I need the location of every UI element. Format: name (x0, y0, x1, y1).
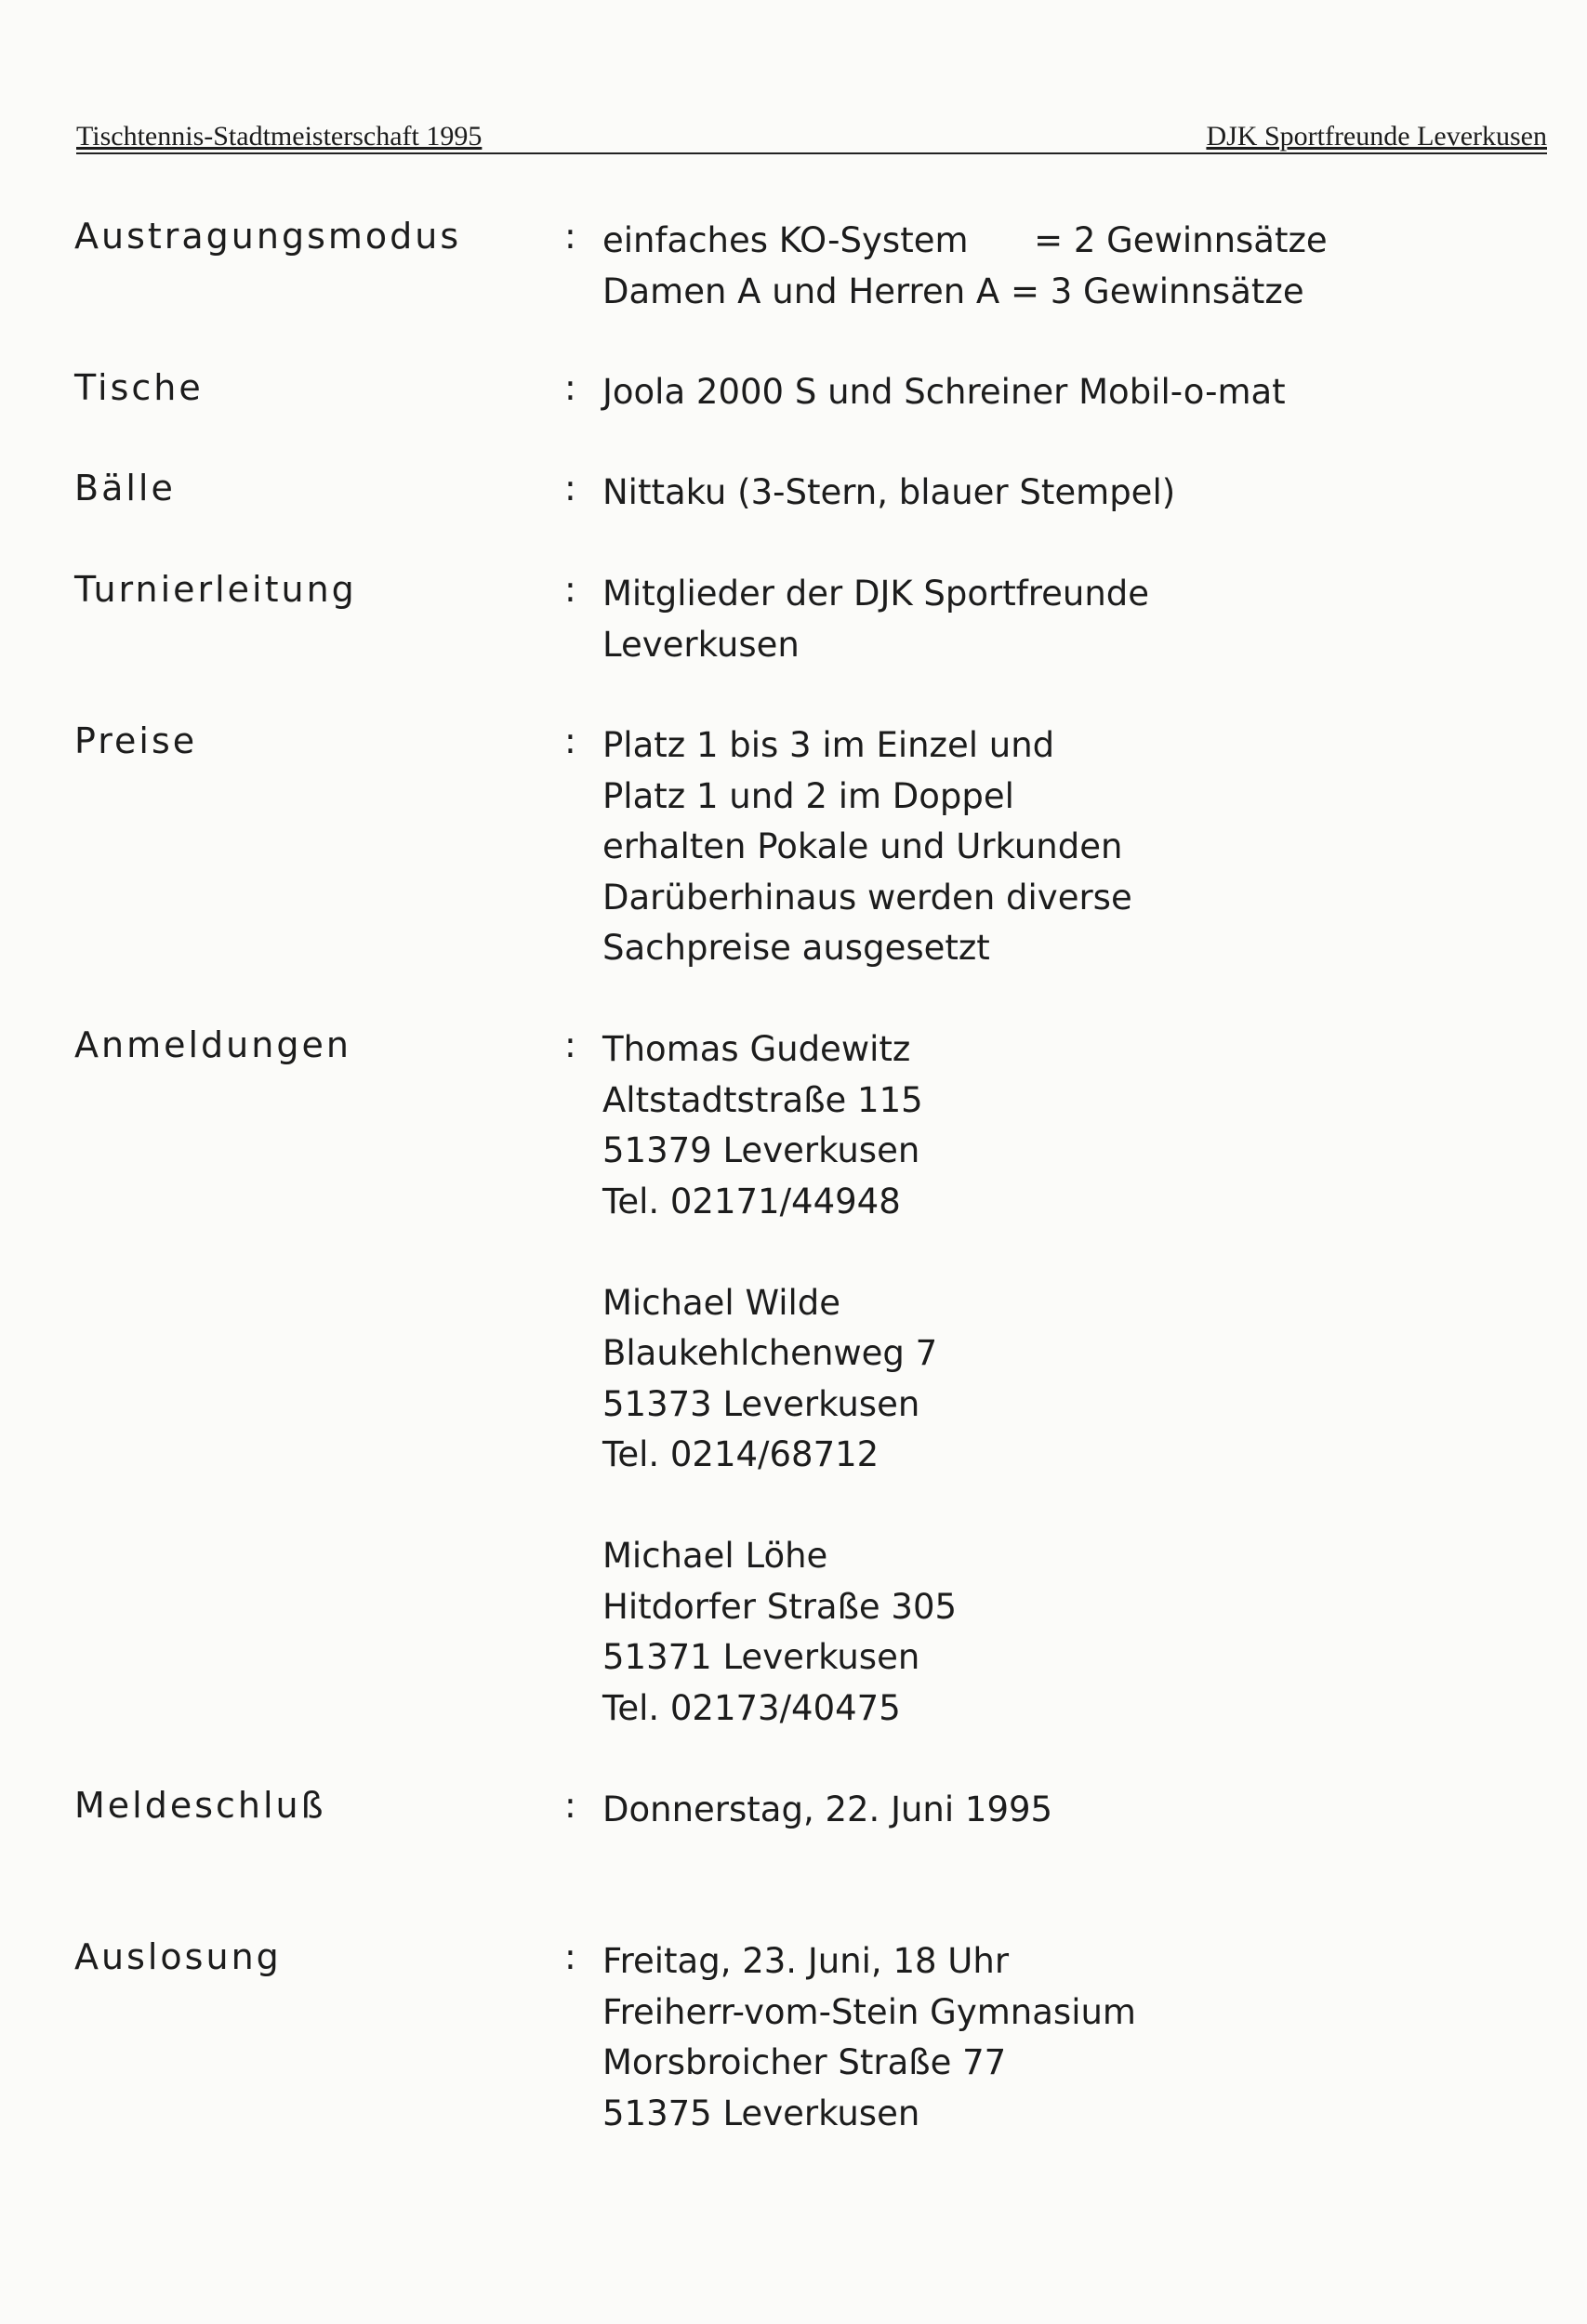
contact-phone: Tel. 02173/40475 (602, 1687, 901, 1728)
value-line: Leverkusen (602, 624, 800, 665)
value-line: Nittaku (3-Stern, blauer Stempel) (602, 472, 1176, 512)
header-club: DJK Sportfreunde Leverkusen (1206, 121, 1547, 152)
colon: : (564, 1936, 576, 1977)
contact-city: 51379 Leverkusen (602, 1130, 920, 1170)
value-line: einfaches KO-System = 2 Gewinnsätze (602, 220, 1328, 260)
label-tische: Tische (74, 367, 204, 408)
value-auslosung (602, 1936, 1136, 2139)
colon: : (564, 1785, 576, 1826)
page-header (76, 112, 1547, 154)
value-line: Platz 1 bis 3 im Einzel und (602, 725, 1055, 765)
value-meldeschluss (602, 1785, 1052, 1836)
value-line: Darüberhinaus werden diverse (602, 877, 1132, 918)
label-meldeschluss: Meldeschluß (74, 1785, 326, 1826)
label-preise: Preise (74, 720, 198, 761)
contact-name: Michael Löhe (602, 1536, 828, 1576)
value-line: erhalten Pokale und Urkunden (602, 826, 1123, 866)
value-line: Morsbroicher Straße 77 (602, 2042, 1007, 2082)
contact-name: Michael Wilde (602, 1282, 841, 1323)
label-anmeldungen: Anmeldungen (74, 1024, 351, 1065)
contact-phone: Tel. 02171/44948 (602, 1181, 901, 1221)
colon: : (564, 1024, 576, 1065)
value-baelle (602, 468, 1175, 519)
contact-name: Thomas Gudewitz (602, 1029, 911, 1069)
colon: : (564, 216, 576, 257)
value-tische (602, 367, 1286, 418)
contact-city: 51371 Leverkusen (602, 1637, 920, 1677)
colon: : (564, 720, 576, 761)
value-line: Platz 1 und 2 im Doppel (602, 775, 1014, 816)
colon: : (564, 468, 576, 508)
value-line: Freiherr-vom-Stein Gymnasium (602, 1991, 1136, 2032)
value-line: Damen A und Herren A = 3 Gewinnsätze (602, 271, 1304, 311)
contact-block (602, 1531, 957, 1734)
value-line: 51375 Leverkusen (602, 2093, 920, 2133)
value-line: Donnerstag, 22. Juni 1995 (602, 1789, 1053, 1829)
contact-city: 51373 Leverkusen (602, 1383, 920, 1424)
value-austragungsmodus (602, 216, 1328, 317)
value-preise (602, 720, 1132, 974)
contact-street: Altstadtstraße 115 (602, 1079, 923, 1120)
header-title: Tischtennis-Stadtmeisterschaft 1995 (76, 121, 483, 152)
label-auslosung: Auslosung (74, 1936, 282, 1977)
contact-street: Blaukehlchenweg 7 (602, 1333, 938, 1373)
colon: : (564, 367, 576, 408)
contact-phone: Tel. 0214/68712 (602, 1434, 879, 1474)
label-turnierleitung: Turnierleitung (74, 569, 357, 610)
value-line: Mitglieder der DJK Sportfreunde (602, 574, 1150, 614)
label-austragungsmodus: Austragungsmodus (74, 216, 462, 257)
contact-block (602, 1024, 957, 1227)
value-anmeldungen (602, 1024, 957, 1734)
value-line: Sachpreise ausgesetzt (602, 928, 990, 968)
contact-block (602, 1278, 957, 1481)
contact-street: Hitdorfer Straße 305 (602, 1586, 958, 1627)
value-turnierleitung (602, 569, 1149, 670)
colon: : (564, 569, 576, 610)
label-baelle: Bälle (74, 468, 176, 508)
value-line: Freitag, 23. Juni, 18 Uhr (602, 1941, 1010, 1981)
value-line: Joola 2000 S und Schreiner Mobil-o-mat (602, 372, 1286, 412)
